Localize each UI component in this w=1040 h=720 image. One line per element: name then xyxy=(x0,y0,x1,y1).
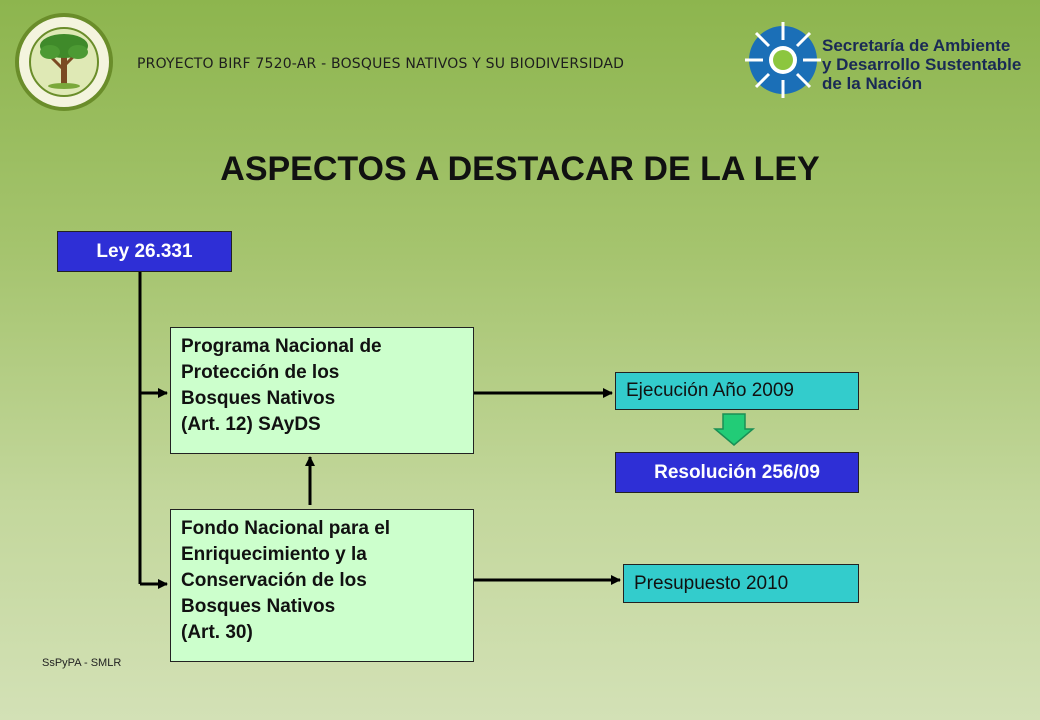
execution-box xyxy=(615,372,859,410)
page-title: ASPECTOS A DESTACAR DE LA LEY xyxy=(220,150,820,188)
program-line: Protección de los xyxy=(181,362,340,383)
fund-line: Enriquecimiento y la xyxy=(181,544,367,565)
budget-box xyxy=(623,564,859,603)
execution-label: Ejecución Año 2009 xyxy=(626,380,794,401)
resolution-label: Resolución 256/09 xyxy=(654,461,820,483)
law-label: Ley 26.331 xyxy=(96,240,193,262)
program-box xyxy=(170,327,474,454)
budget-label: Presupuesto 2010 xyxy=(634,572,789,594)
fund-box xyxy=(170,509,474,662)
fund-line: Conservación de los xyxy=(181,570,367,591)
law-box xyxy=(57,231,232,272)
footer-credit: SsPyPA - SMLR xyxy=(42,657,122,669)
sun-ray-icon xyxy=(745,22,821,98)
resolution-box xyxy=(615,452,859,493)
project-header: PROYECTO BIRF 7520-AR - BOSQUES NATIVOS Y SU BIODIVERSIDAD xyxy=(137,56,625,72)
down-arrow-icon xyxy=(715,414,753,445)
fund-line: Fondo Nacional para el xyxy=(181,518,391,539)
ministry-line-2: y Desarrollo Sustentable xyxy=(822,55,1022,74)
ministry-line-1: Secretaría de Ambiente xyxy=(822,36,1011,55)
program-line: (Art. 12) SAyDS xyxy=(181,414,321,435)
right-logo-text xyxy=(822,36,1021,93)
fund-line: (Art. 30) xyxy=(181,622,253,643)
fund-line: Bosques Nativos xyxy=(181,596,336,617)
ministry-line-3: de la Nación xyxy=(822,74,923,93)
tree-seal-icon xyxy=(17,15,111,109)
program-line: Programa Nacional de xyxy=(181,336,382,357)
program-line: Bosques Nativos xyxy=(181,388,336,409)
